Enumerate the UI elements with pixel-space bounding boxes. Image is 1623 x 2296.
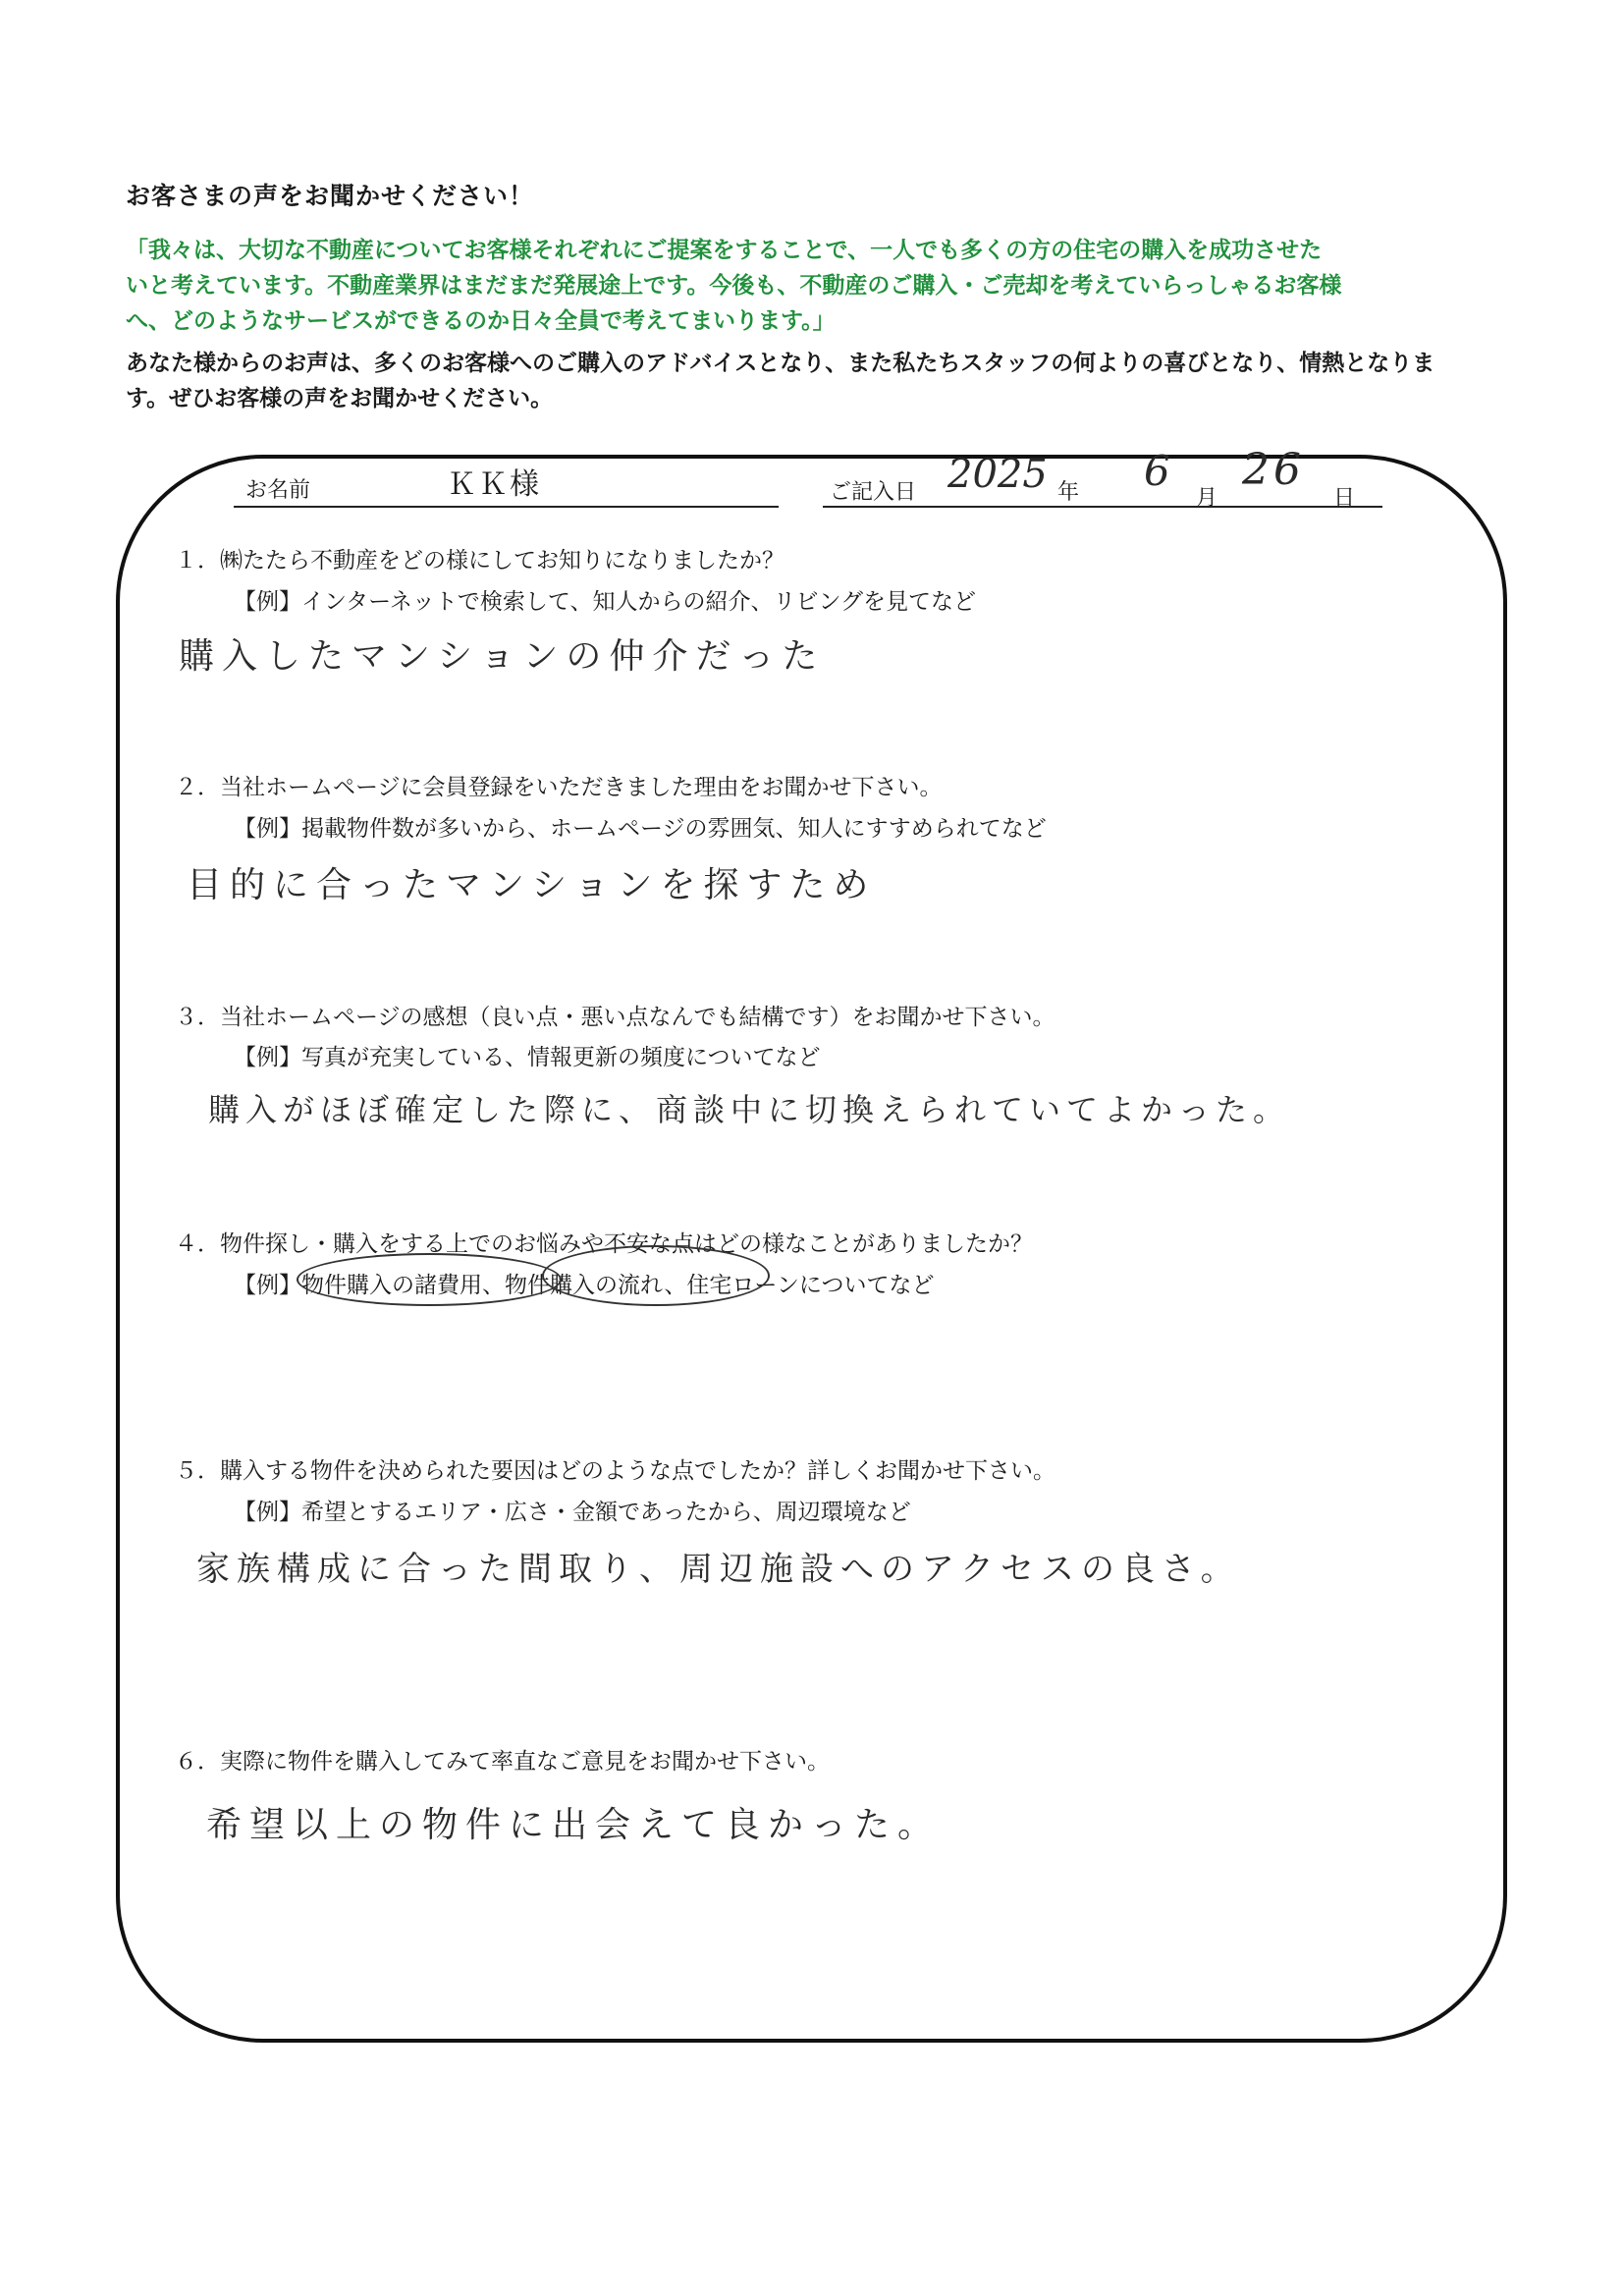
question-4-example: 【例】物件購入の諸費用、物件購入の流れ、住宅ローンについてなど	[234, 1273, 935, 1298]
question-3-example: 【例】写真が充実している、情報更新の頻度についてなど	[234, 1045, 821, 1070]
intro-message-black	[126, 346, 1520, 416]
question-2: ２．当社ホームページに会員登録をいただきました理由をお聞かせ下さい。	[175, 775, 943, 800]
name-label: お名前	[245, 478, 311, 503]
date-month-field[interactable]: 6	[1144, 447, 1170, 495]
intro-black-line: あなた様からのお声は、多くのお客様へのご購入のアドバイスとなり、また私たちスタッフの何よりの喜びとなり、情熱となりま	[126, 351, 1435, 376]
question-4: ４．物件探し・購入をする上でのお悩みや不安な点はどの様なことがありましたか？	[175, 1231, 1033, 1257]
question-6-answer[interactable]: 希望以上の物件に出会えて良かった。	[206, 1805, 942, 1845]
hand-drawn-circle	[542, 1245, 770, 1306]
question-1-answer[interactable]: 購入したマンションの仲介だった	[179, 636, 826, 677]
intro-green-line: いと考えています。不動産業界はまだまだ発展途上です。今後も、不動産のご購入・ご売却を考えていらっしゃるお客様	[126, 273, 1342, 299]
page-title: お客さまの声をお聞かせください！	[126, 182, 535, 210]
date-day-field[interactable]: 26	[1242, 445, 1305, 495]
question-5-example: 【例】希望とするエリア・広さ・金額であったから、周辺環境など	[234, 1500, 911, 1525]
hand-drawn-circle	[297, 1253, 562, 1306]
date-year-field[interactable]: 2025	[947, 452, 1048, 497]
month-unit: 月	[1196, 486, 1218, 511]
question-5-answer[interactable]: 家族構成に合った間取り、周辺施設へのアクセスの良さ。	[196, 1550, 1241, 1589]
name-underline	[234, 506, 779, 508]
name-field[interactable]: ＫＫ様	[447, 467, 541, 502]
question-2-example: 【例】掲載物件数が多いから、ホームページの雰囲気、知人にすすめられてなど	[234, 816, 1047, 842]
day-unit: 日	[1333, 486, 1356, 511]
intro-message-green	[126, 233, 1520, 339]
question-2-answer[interactable]: 目的に合ったマンションを探すため	[187, 865, 877, 905]
question-3: ３．当社ホームページの感想（良い点・悪い点なんでも結構です）をお聞かせ下さい。	[175, 1005, 1055, 1030]
intro-black-line: す。ぜひお客様の声をお聞かせください。	[126, 386, 554, 411]
year-unit: 年	[1057, 480, 1080, 505]
intro-green-line: へ、どのようなサービスができるのか日々全員で考えてまいります。」	[126, 308, 836, 334]
date-underline	[823, 506, 1382, 508]
question-6: ６．実際に物件を購入してみて率直なご意見をお聞かせ下さい。	[175, 1749, 830, 1775]
question-1: １．㈱たたら不動産をどの様にしてお知りになりましたか？	[175, 548, 784, 574]
intro-green-line: 「我々は、大切な不動産についてお客様それぞれにご提案をすることで、一人でも多くの方の住宅の購入を成功させた	[126, 238, 1323, 263]
question-3-answer[interactable]: 購入がほぼ確定した際に、商談中に切換えられていてよかった。	[208, 1091, 1291, 1128]
question-1-example: 【例】インターネットで検索して、知人からの紹介、リビングを見てなど	[234, 589, 977, 615]
date-label: ご記入日	[830, 480, 917, 505]
question-5: ５．購入する物件を決められた要因はどのような点でしたか？詳しくお聞かせ下さい。	[175, 1458, 1055, 1484]
